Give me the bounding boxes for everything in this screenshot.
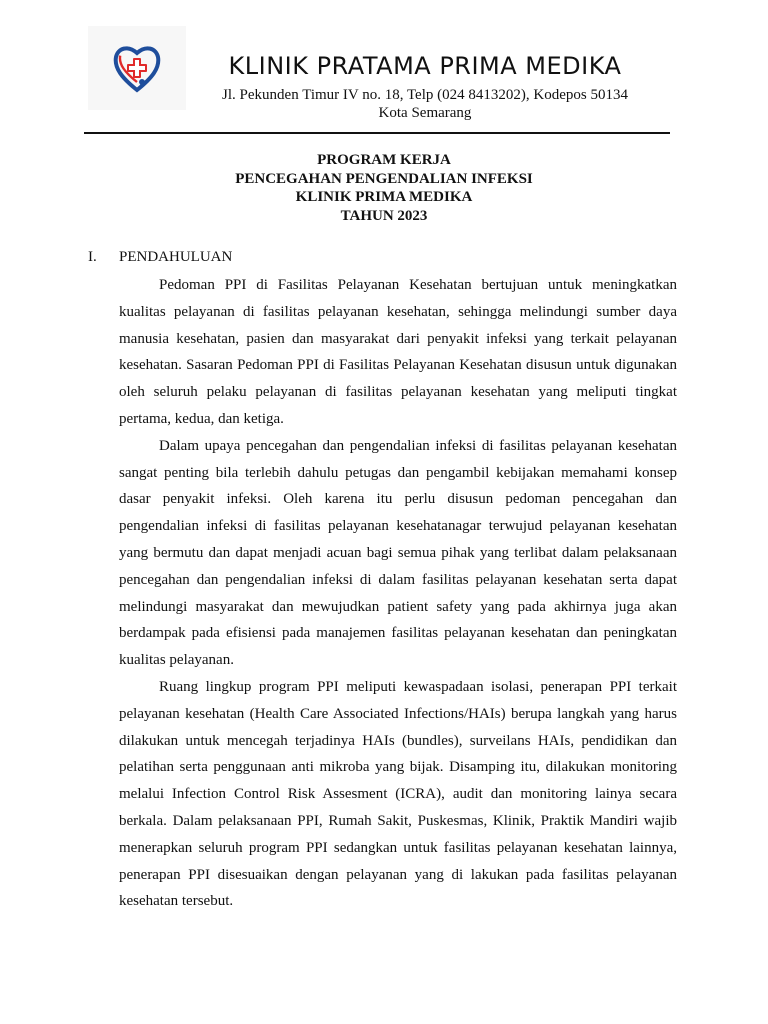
section-heading <box>88 249 232 266</box>
clinic-address <box>190 86 660 122</box>
clinic-logo <box>88 26 186 110</box>
document-title <box>84 151 684 225</box>
section-title: PENDAHULUAN <box>119 249 233 265</box>
paragraph: Ruang lingkup program PPI meliputi kewaspadaan isolasi, penerapan PPI terkait pelayanan kesehatan (Health Care Associated Infections/HAIs) berupa langkah yang harus dilakukan untuk mencegah terjadinya HAIs (bundles), surveilans HAIs, pendidikan dan pelatihan serta penggunaan anti mikroba yang bijak. Disamping itu, dilakukan monitoring melalui Infection Control Risk Assesment (ICRA), audit dan monitoring lainya secara berkala. Dalam pelaksanaan PPI, Rumah Sakit, Puskesmas, Klinik, Praktik Mandiri wajib menerapkan seluruh program PPI sedangkan untuk fasilitas pelayanan kesehatan lainnya, penerapan PPI disesuaikan dengan pelayanan yang di lakukan pada fasilitas pelayanan kesehatan tersebut. <box>119 678 677 910</box>
address-line-2: Kota Semarang <box>378 105 472 121</box>
title-line-2: PENCEGAHAN PENGENDALIAN INFEKSI <box>235 170 533 187</box>
paragraph: Dalam upaya pencegahan dan pengendalian infeksi di fasilitas pelayanan kesehatan sangat penting bila terlebih dahulu petugas dan pengambil kebijakan memahami konsep dasar penyakit infeksi. Oleh karena itu perlu disusun pedoman pencegahan dan pengendalian infeksi di fasilitas pelayanan kesehatanagar terwujud pelayanan kesehatan yang bermutu dan dapat menjadi acuan bagi semua pihak yang terlibat dalam pelaksanaan pencegahan dan pengendalian infeksi di dalam fasilitas pelayanan kesehatan serta dapat melindungi masyarakat dan mewujudkan patient safety yang pada akhirnya juga akan berdampak pada efisiensi pada manajemen fasilitas pelayanan kesehatan dan peningkatan kualitas pelayanan. <box>119 437 677 669</box>
paragraph: Pedoman PPI di Fasilitas Pelayanan Kesehatan bertujuan untuk meningkatkan kualitas pelayanan di fasilitas pelayanan kesehatan, sehingga melindungi sumber daya manusia kesehatan, pasien dan masyarakat dari penyakit infeksi yang terkait pelayanan kesehatan. Sasaran Pedoman PPI di Fasilitas Pelayanan Kesehatan disusun untuk digunakan oleh seluruh pelaku pelayanan di fasilitas pelayanan kesehatan yang meliputi tingkat pertama, kedua, dan ketiga. <box>119 277 677 427</box>
address-line-1: Jl. Pekunden Timur IV no. 18, Telp (024 8413202), Kodepos 50134 <box>222 87 628 103</box>
header-divider <box>84 132 670 134</box>
clinic-name: KLINIK PRATAMA PRIMA MEDIKA <box>228 52 622 80</box>
section-number: I. <box>88 249 97 265</box>
heart-cross-logo-icon <box>112 40 162 96</box>
section-body <box>119 272 677 915</box>
title-line-1: PROGRAM KERJA <box>317 152 451 168</box>
title-line-4: TAHUN 2023 <box>340 207 428 224</box>
title-line-3: KLINIK PRIMA MEDIKA <box>295 189 473 205</box>
